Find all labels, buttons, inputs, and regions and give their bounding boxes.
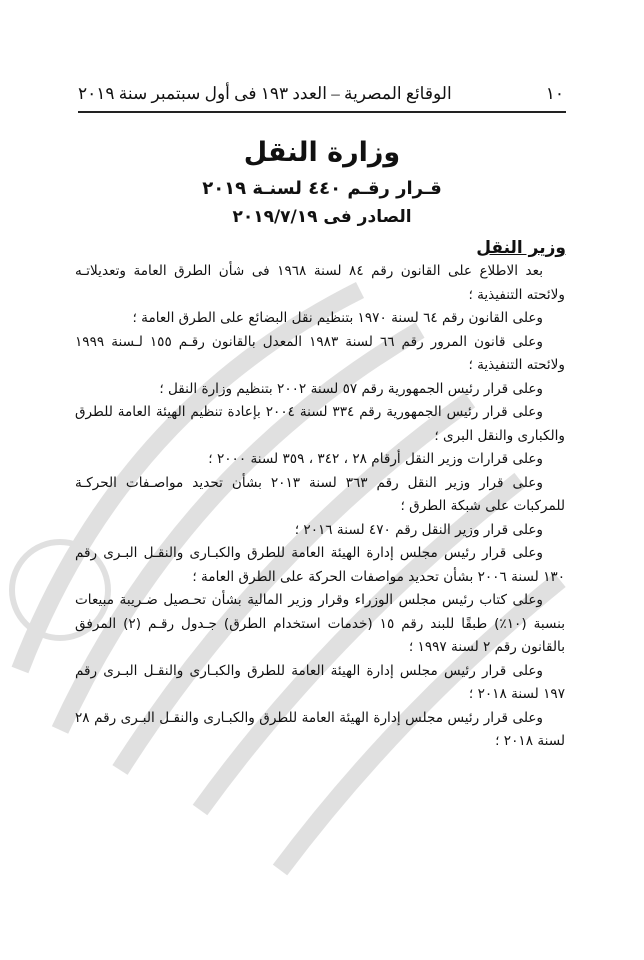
issue-line: الوقائع المصرية – العدد ١٩٣ فى أول سبتمبر سنة ٢٠١٩ (78, 84, 452, 103)
header-rule (78, 111, 566, 113)
preamble-paragraph: وعلى قرار رئيس مجلس إدارة الهيئة العامة للطرق والكبـارى والنقـل البـرى رقم ١٣٠ لسنة ٢٠٠٦ بشأن تحديد مواصفات الحركة على الطرق العامة ؛ (75, 545, 565, 585)
preamble-paragraph: وعلى قرار رئيس مجلس إدارة الهيئة العامة للطرق والكبـارى والنقـل البـرى رقم ٢٨ لسنة ٢٠١٨ ؛ (75, 709, 565, 749)
preamble-paragraph: وعلى قرار رئيس الجمهورية رقم ٣٣٤ لسنة ٢٠٠٤ بإعادة تنظيم الهيئة العامة للطرق والكبارى والنقل البرى ؛ (75, 404, 565, 444)
decree-number: قـرار رقـم ٤٤٠ لسنـة ٢٠١٩ (202, 178, 442, 199)
preamble-paragraph: وعلى قرار وزير النقل رقم ٤٧٠ لسنة ٢٠١٦ ؛ (294, 521, 543, 538)
preamble-paragraph: وعلى قرار وزير النقل رقم ٣٦٣ لسنة ٢٠١٣ بشأن تحديد مواصـفات الحركـة للمركبات على شبكة الطرق ؛ (75, 474, 565, 514)
preamble-paragraph: وعلى قرار رئيس الجمهورية رقم ٥٧ لسنة ٢٠٠٢ بتنظيم وزارة النقل ؛ (159, 380, 543, 397)
preamble-paragraph: وعلى قانون المرور رقم ٦٦ لسنة ١٩٨٣ المعدل بالقانون رقـم ١٥٥ لـسنة ١٩٩٩ ولائحته التنفيذية ؛ (75, 333, 565, 373)
preamble-paragraph: وعلى كتاب رئيس مجلس الوزراء وقرار وزير المالية بشأن تحـصيل ضـريبة مبيعات بنسبة (١٠٪) طبقًا للبند رقم ١٥ (خدمات استخدام الطرق) جـدول رقـم (٢) المرفق بالقانون رقم ٢ لسنة ١٩٩٧ ؛ (75, 592, 565, 655)
preamble-paragraph: بعد الاطلاع على القانون رقم ٨٤ لسنة ١٩٦٨ فى شأن الطرق العامة وتعديلاتـه ولائحته التنفيذية ؛ (75, 263, 565, 303)
page-number: ١٠ (545, 84, 564, 103)
minister-heading: وزير النقل (476, 238, 566, 258)
ministry-title: وزارة النقل (243, 137, 401, 168)
decree-body (75, 260, 565, 754)
issue-date: الصادر فى ٢٠١٩/٧/١٩ (232, 207, 412, 227)
preamble-paragraph: وعلى القانون رقم ٦٤ لسنة ١٩٧٠ بتنظيم نقل البضائع على الطرق العامة ؛ (132, 310, 543, 326)
preamble-paragraph: وعلى قرار رئيس مجلس إدارة الهيئة العامة للطرق والكبـارى والنقـل البـرى رقم ١٩٧ لسنة ٢٠١٨ ؛ (75, 662, 565, 702)
preamble-paragraph: وعلى قرارات وزير النقل أرقام ٢٨ ، ٣٤٢ ، ٣٥٩ لسنة ٢٠٠٠ ؛ (208, 451, 543, 467)
